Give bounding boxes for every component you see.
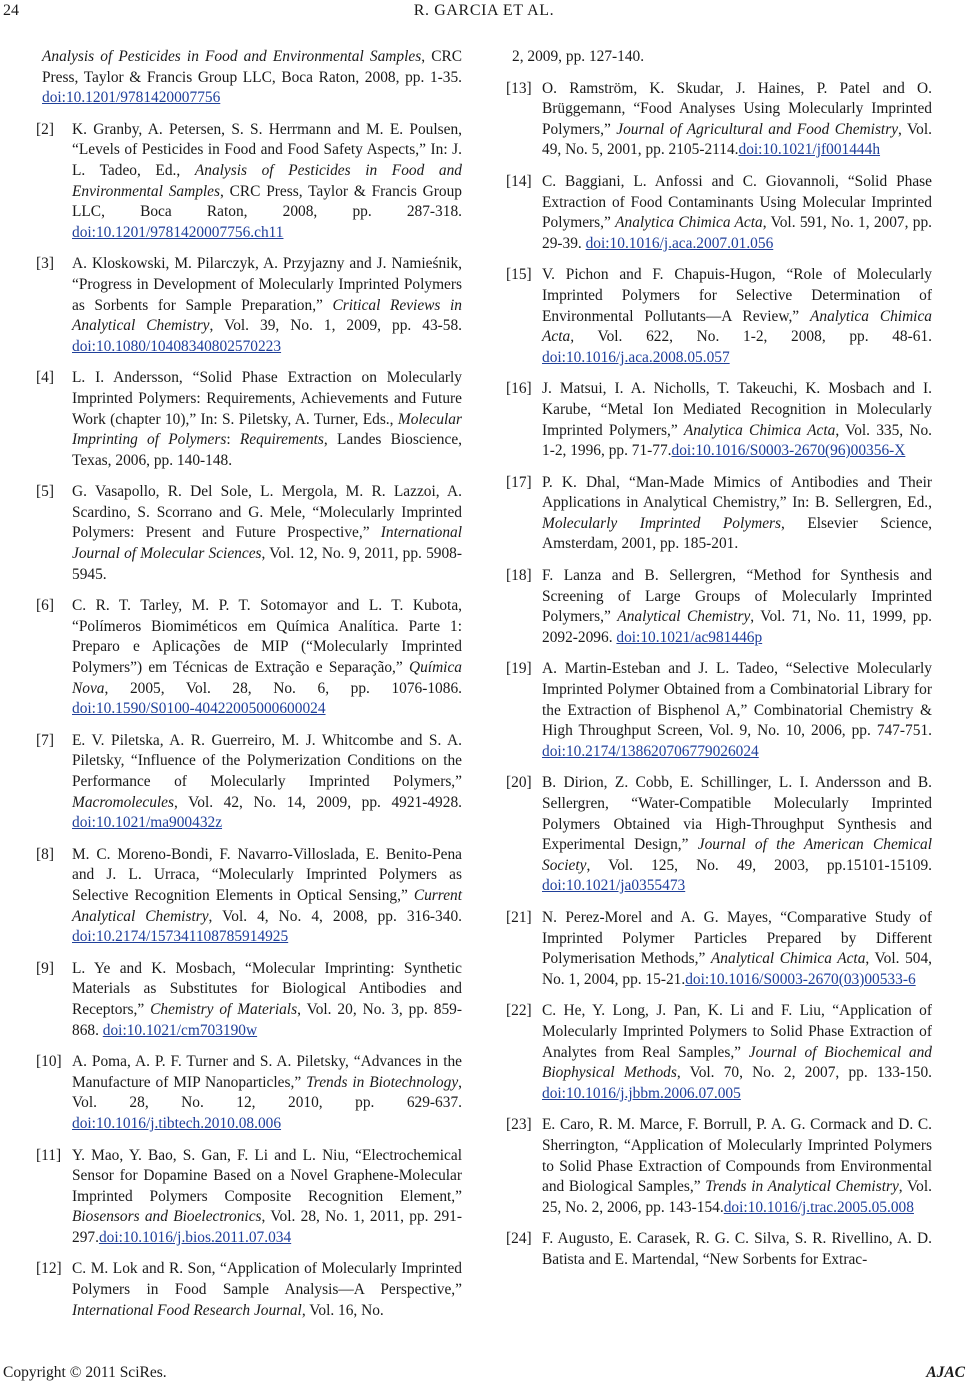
doi-link[interactable]: doi:10.2174/157341108785914925 bbox=[72, 928, 289, 946]
reference-text: , Vol. 12, No. 9, 2011, pp. 5908-5945. bbox=[72, 545, 463, 583]
reference-number: [24] bbox=[506, 1230, 532, 1248]
reference-number: [11] bbox=[36, 1146, 62, 1164]
reference-text: , Vol. 39, No. 1, 2009, pp. 43-58. bbox=[209, 317, 462, 335]
reference-entry bbox=[506, 908, 932, 990]
running-title: R. GARCIA ET AL. bbox=[413, 2, 555, 19]
reference-text: A. Poma, A. P. F. Turner and S. A. Piletsky, “Advances in the Manufacture of MIP Nanoparticles,” bbox=[72, 1053, 462, 1091]
reference-text: M. C. Moreno-Bondi, F. Navarro-Villoslada, E. Benito-Pena and J. L. Urraca, “Molecularly Imprinted Polymers as Selective Recognition Elements in Optical Sensing,” bbox=[72, 845, 462, 904]
reference-text: , Vol. 71, No. 11, 1999, pp. 2092-2096. bbox=[542, 608, 932, 646]
reference-entry bbox=[506, 1001, 932, 1104]
doi-link[interactable]: doi:10.1201/9781420007756.ch11 bbox=[72, 223, 284, 241]
reference-source-title: International Journal of Molecular Sciences bbox=[72, 524, 462, 563]
reference-number: [22] bbox=[506, 1002, 532, 1020]
doi-link[interactable]: doi:10.1016/j.aca.2008.05.057 bbox=[542, 348, 730, 366]
reference-text: , Vol. 591, No. 1, 2007, pp. 29-39. bbox=[542, 214, 932, 252]
reference-text: Vol. 622, No. 1-2, 2008, pp. 48-61. bbox=[574, 328, 932, 346]
reference-number: [2] bbox=[36, 120, 54, 138]
reference-number: [20] bbox=[506, 774, 532, 792]
reference-entry bbox=[506, 79, 932, 161]
reference-text: , Vol. 28, No. 12, 2010, pp. 629-637. bbox=[72, 1073, 463, 1112]
reference-column-right bbox=[506, 47, 932, 1281]
reference-source-title: Critical Reviews in Analytical Chemistry bbox=[72, 296, 462, 335]
doi-link[interactable]: doi:10.1016/S0003-2670(03)00533-6 bbox=[685, 970, 916, 988]
reference-number: [9] bbox=[36, 959, 54, 977]
reference-text: F. Lanza and B. Sellergren, “Method for Synthesis and Screening of Large Groups of Molecularly Imprinted Polymers,” bbox=[542, 567, 932, 626]
reference-entry bbox=[36, 959, 462, 1041]
reference-entry bbox=[36, 368, 462, 471]
doi-link[interactable]: doi:10.1021/ma900432z bbox=[72, 814, 223, 832]
reference-text: , Landes Bioscience, Texas, 2006, pp. 140-148. bbox=[72, 431, 463, 469]
doi-link[interactable]: doi:10.1080/10408340802570223 bbox=[72, 337, 282, 355]
page-header bbox=[0, 2, 968, 24]
reference-text: Y. Mao, Y. Bao, S. Gan, F. Li and L. Niu, “Electrochemical Sensor for Dopamine Based on a Novel Graphene-Molecular Imprinted Polymers Composite Recognition Element,” bbox=[72, 1146, 462, 1205]
reference-text: A. Kloskowski, M. Pilarczyk, A. Przyjazny and J. Namieśnik, “Progress in Development of Molecularly Imprinted Polymers as Sorbents for Sample Preparation,” bbox=[72, 255, 462, 314]
page-number: 24 bbox=[3, 2, 19, 19]
reference-number: [3] bbox=[36, 255, 54, 273]
doi-link[interactable]: doi:10.1016/j.bios.2011.07.034 bbox=[98, 1228, 292, 1246]
doi-link[interactable]: doi:10.1201/9781420007756 bbox=[42, 89, 221, 107]
doi-link[interactable]: doi:10.1016/j.aca.2007.01.056 bbox=[585, 234, 774, 252]
reference-number: [12] bbox=[36, 1260, 62, 1278]
reference-text: J. Matsui, I. A. Nicholls, T. Takeuchi, K. Mosbach and I. Karube, “Metal Ion Mediated Recognition in Molecularly Imprinted Polymers,” bbox=[542, 380, 932, 439]
reference-number: [21] bbox=[506, 908, 532, 926]
doi-link[interactable]: doi:10.1021/cm703190w bbox=[102, 1021, 258, 1039]
reference-source-title: Analytica Chimica Acta bbox=[615, 214, 763, 232]
reference-text: C. Baggiani, L. Anfossi and C. Giovannoli, “Solid Phase Extraction of Food Contaminants Using Molecular Imprinted Polymers,” bbox=[542, 172, 932, 232]
reference-source-title: Trends in Analytical Chemistry bbox=[705, 1178, 899, 1196]
reference-number: [6] bbox=[36, 597, 54, 615]
reference-text: , Vol. 20, No. 3, pp. 859-868. bbox=[72, 1000, 462, 1039]
reference-text: L. I. Andersson, “Solid Phase Extraction on Molecularly Imprinted Polymers: Requirements, Achievements and Future Work (chapter 10),” In: S. Piletsky, A. Turner, Eds., bbox=[72, 369, 462, 428]
reference-source-title: Analytical Chemistry bbox=[617, 608, 751, 626]
reference-source-title: Analysis of Pesticides in Food and Environmental Samples bbox=[42, 48, 422, 65]
reference-text: , Vol. 335, No. 1-2, 1996, pp. 71-77. bbox=[542, 421, 932, 460]
reference-entry bbox=[36, 1146, 462, 1249]
reference-source-title: Chemistry of Materials bbox=[150, 1000, 298, 1018]
doi-link[interactable]: doi:10.1021/jf001444h bbox=[738, 141, 881, 159]
reference-entry bbox=[36, 1052, 462, 1134]
reference-text: C. M. Lok and R. Son, “Application of Molecularly Imprinted Polymers in Food Sample Analysis—A Perspective,” bbox=[72, 1260, 462, 1299]
reference-source-title: International Food Research Journal bbox=[72, 1301, 302, 1319]
reference-text: A. Martin-Esteban and J. L. Tadeo, “Selective Molecularly Imprinted Polymer Obtained from a Combinatorial Library for the Extraction of Bisphenol A,” Combinatorial Chemistry & High Throughput Screen, Vol. 9, No. 10, 2006, pp. 747-751. bbox=[542, 660, 932, 740]
reference-text: , Vol. 49, No. 5, 2001, pp. 2105-2114. bbox=[542, 120, 932, 159]
reference-text: , Vol. 42, No. 14, 2009, pp. 4921-4928. bbox=[174, 793, 462, 811]
reference-number: [19] bbox=[506, 660, 532, 678]
doi-link[interactable]: doi:10.1016/j.jbbm.2006.07.005 bbox=[542, 1084, 741, 1102]
reference-text: F. Augusto, E. Carasek, R. G. C. Silva, S. R. Rivellino, A. D. Batista and E. Martendal, “New Sorbents for Extrac- bbox=[542, 1230, 932, 1268]
reference-text: , Vol. 70, No. 2, 2007, pp. 133-150. bbox=[676, 1064, 933, 1082]
reference-text: , Vol. 25, No. 2, 2006, pp. 143-154. bbox=[542, 1178, 932, 1216]
reference-text: , Vol. 4, No. 4, 2008, pp. 316-340. bbox=[208, 907, 462, 925]
reference-number: [17] bbox=[506, 473, 532, 491]
reference-text: , Vol. 28, No. 1, 2011, pp. 291-297. bbox=[72, 1208, 462, 1246]
reference-entry bbox=[36, 731, 462, 834]
reference-source-title: Molecularly Imprinted Polymers bbox=[542, 514, 782, 532]
reference-entry bbox=[506, 379, 932, 461]
reference-number: [8] bbox=[36, 845, 54, 863]
reference-text: O. Ramström, K. Skudar, J. Haines, P. Patel and O. Brüggemann, “Food Analyses Using Molecularly Imprinted Polymers,” bbox=[542, 79, 932, 138]
reference-text: B. Dirion, Z. Cobb, E. Schillinger, L. I. Andersson and B. Sellergren, “Water-Compatible Molecularly Imprinted Polymers Obtained via High-Throughput Synthesis and Experimental Design,” bbox=[542, 774, 932, 854]
reference-continuation bbox=[36, 47, 462, 109]
journal-abbreviation: AJAC bbox=[926, 1364, 965, 1381]
reference-text: K. Granby, A. Petersen, S. S. Herrmann and M. E. Poulsen, “Levels of Pesticides in Food and Food Safety Aspects,” In: J. L. Tadeo, Ed., bbox=[72, 120, 462, 179]
reference-entry bbox=[506, 473, 932, 555]
reference-source-title: Molecular Imprinting of Polymers bbox=[72, 410, 462, 449]
reference-number: [10] bbox=[36, 1053, 62, 1071]
reference-text: , CRC Press, Taylor & Francis Group LLC, Boca Raton, 2008, pp. 1-35. bbox=[42, 48, 462, 86]
reference-entry bbox=[36, 254, 462, 357]
reference-entry bbox=[36, 482, 462, 585]
reference-entry bbox=[36, 120, 462, 244]
reference-number: [18] bbox=[506, 567, 532, 585]
reference-text: G. Vasapollo, R. Del Sole, L. Mergola, M. R. Lazzoi, A. Scardino, S. Scorrano and G. Mele, “Molecularly Imprinted Polymers: Present and Future Prospective,” bbox=[72, 483, 462, 542]
reference-source-title: Analysis of Pesticides in Food and Environmental Samples bbox=[72, 161, 462, 200]
doi-link[interactable]: doi:10.1590/S0100-40422005000600024 bbox=[72, 700, 326, 718]
reference-text: , CRC Press, Taylor & Francis Group LLC, Boca Raton, 2008, pp. 287-318. bbox=[72, 182, 462, 221]
reference-number: [7] bbox=[36, 731, 54, 749]
reference-source-title: Journal of Biochemical and Biophysical Methods bbox=[542, 1043, 932, 1082]
reference-text: V. Pichon and F. Chapuis-Hugon, “Role of Molecularly Imprinted Polymers for Selective Determination of Environmental Pollutants—A Review,” bbox=[542, 266, 932, 325]
reference-text: , Vol. 504, No. 1, 2004, pp. 15-21. bbox=[542, 950, 933, 988]
reference-number: [5] bbox=[36, 483, 54, 501]
reference-text: L. Ye and K. Mosbach, “Molecular Imprinting: Synthetic Materials as Substitutes for Biological Antibodies and Receptors,” bbox=[72, 959, 462, 1018]
reference-text: P. K. Dhal, “Man-Made Mimics of Antibodies and Their Applications in Analytical Chemistry,” In: B. Sellergren, Ed., bbox=[542, 473, 932, 512]
reference-text: : bbox=[226, 431, 240, 449]
doi-link[interactable]: doi:10.1016/S0003-2670(96)00356-X bbox=[671, 442, 906, 460]
doi-link[interactable]: doi:10.1016/j.trac.2005.05.008 bbox=[723, 1198, 914, 1216]
reference-entry bbox=[36, 845, 462, 948]
reference-entry bbox=[506, 265, 932, 368]
reference-text: , Elsevier Science, Amsterdam, 2001, pp. 185-201. bbox=[542, 514, 932, 553]
reference-number: [13] bbox=[506, 79, 532, 97]
reference-text: C. R. T. Tarley, M. P. T. Sotomayor and L. T. Kubota, “Polímeros Biomiméticos em Química Analítica. Parte 1: Preparo e Aplicações de MIP (“Molecularly Imprinted Polymers”) em Técnicas de Extração e Separação,” bbox=[72, 597, 462, 677]
reference-text: 2, 2009, pp. 127-140. bbox=[512, 48, 645, 65]
doi-link[interactable]: doi:10.1016/j.tibtech.2010.08.006 bbox=[72, 1114, 282, 1132]
reference-number: [23] bbox=[506, 1116, 532, 1134]
reference-entry bbox=[36, 1259, 462, 1321]
doi-link[interactable]: doi:10.1021/ja0355473 bbox=[542, 877, 686, 895]
reference-source-title: Química Nova bbox=[72, 659, 462, 697]
reference-text: , 2005, Vol. 28, No. 6, pp. 1076-1086. bbox=[104, 679, 462, 697]
reference-source-title: Macromolecules bbox=[72, 793, 175, 811]
reference-entry bbox=[36, 596, 462, 720]
reference-source-title: Requirements bbox=[239, 431, 324, 449]
reference-source-title: Analytical Chimica Acta bbox=[710, 950, 866, 968]
reference-source-title: Trends in Biotechnology bbox=[306, 1073, 459, 1091]
reference-entry bbox=[506, 659, 932, 762]
reference-number: [16] bbox=[506, 380, 532, 398]
reference-text: , Vol. 125, No. 49, 2003, pp.15101-15109. bbox=[586, 856, 932, 874]
doi-link[interactable]: doi:10.1021/ac981446p bbox=[616, 628, 763, 646]
reference-text: C. He, Y. Long, J. Pan, K. Li and F. Liu, “Application of Molecularly Imprinted Polymers to Solid Phase Extraction of Analytes from Real Samples,” bbox=[542, 1002, 932, 1061]
reference-number: [15] bbox=[506, 266, 532, 284]
reference-source-title: Current Analytical Chemistry bbox=[72, 886, 462, 925]
reference-continuation bbox=[506, 47, 932, 68]
reference-text: E. Caro, R. M. Marce, F. Borrull, P. A. G. Cormack and D. C. Sherrington, “Application of Molecularly Imprinted Polymers to Solid Phase Extraction of Compounds from Environmental and Biological Samples,” bbox=[542, 1116, 932, 1196]
reference-text: N. Perez-Morel and A. G. Mayes, “Comparative Study of Imprinted Polymer Particles Prepared by Different Polymerisation Methods,” bbox=[542, 908, 932, 968]
reference-entry bbox=[506, 1115, 932, 1218]
reference-number: [14] bbox=[506, 172, 532, 190]
reference-source-title: Biosensors and Bioelectronics bbox=[72, 1208, 262, 1226]
reference-entry bbox=[506, 566, 932, 648]
reference-number: [4] bbox=[36, 369, 54, 387]
reference-entry bbox=[506, 773, 932, 897]
reference-text: E. V. Piletska, A. R. Guerreiro, M. J. Whitcombe and S. A. Piletsky, “Influence of the Polymerization Conditions on the Performance of Molecularly Imprinted Polymers,” bbox=[72, 731, 462, 790]
reference-entry bbox=[506, 1229, 932, 1270]
copyright-notice: Copyright © 2011 SciRes. bbox=[3, 1364, 167, 1381]
reference-source-title: Analytica Chimica Acta bbox=[683, 421, 836, 439]
doi-link[interactable]: doi:10.2174/138620706779026024 bbox=[542, 742, 759, 760]
reference-source-title: Analytica Chimica Acta, bbox=[542, 307, 932, 346]
reference-source-title: Journal of Agricultural and Food Chemistry bbox=[616, 120, 899, 138]
reference-text: , Vol. 16, No. bbox=[301, 1301, 384, 1319]
reference-source-title: Journal of the American Chemical Society bbox=[542, 836, 932, 874]
reference-entry bbox=[506, 172, 932, 254]
reference-column-left bbox=[36, 47, 462, 1332]
